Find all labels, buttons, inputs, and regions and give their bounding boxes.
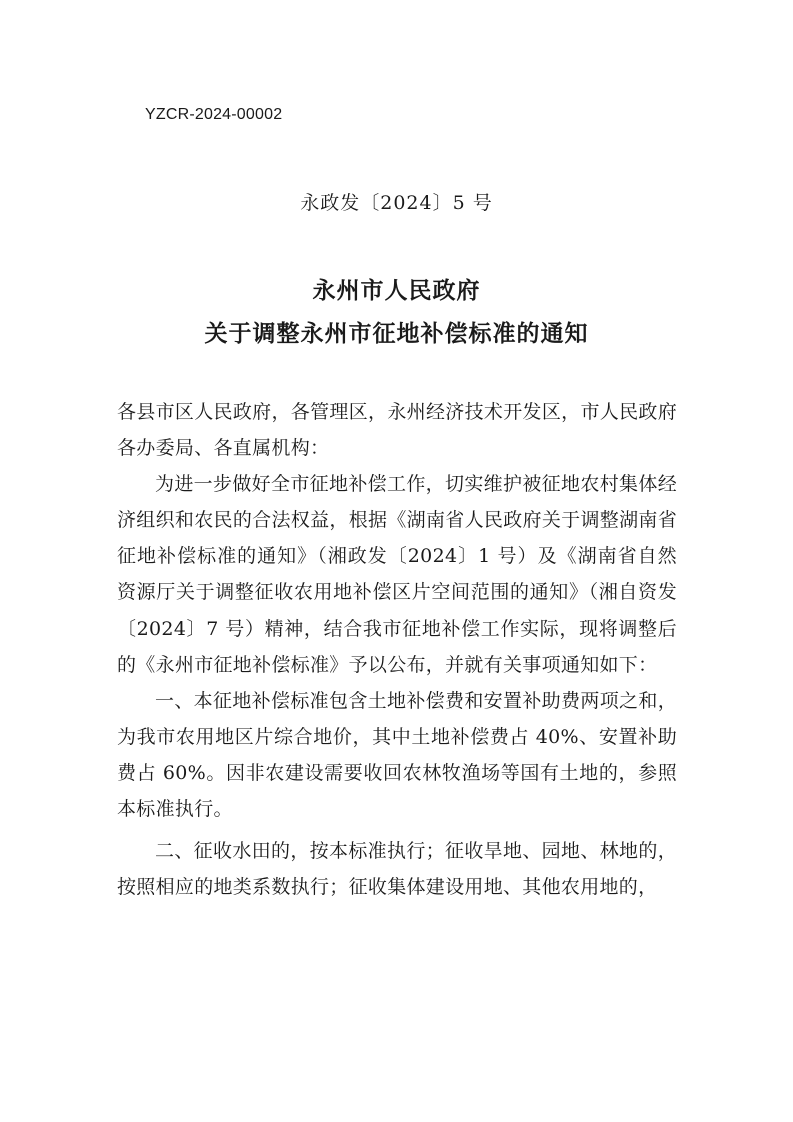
document-title-subject: 关于调整永州市征地补偿标准的通知 <box>204 321 589 347</box>
paragraph-intro: 为进一步做好全市征地补偿工作，切实维护被征地农村集体经济组织和农民的合法权益，根据《湖南省人民政府关于调整湖南省征地补偿标准的通知》（湘政发〔2024〕1 号）及《湖南省自然资源厅关于调整征收农用地补偿区片空间范围的通知》（湘自资发〔2024〕7 号）精神，结合我市征地补偿工作实际，现将调整后的《永州市征地补偿标准》予以公布，并就有关事项通知如下： <box>117 473 677 676</box>
document-code: YZCR-2024-00002 <box>145 106 283 123</box>
salutation: 各县市区人民政府，各管理区，永州经济技术开发区，市人民政府各办委局、各直属机构： <box>117 401 677 460</box>
document-body <box>117 394 677 905</box>
document-number: 永政发〔2024〕5 号 <box>300 192 493 214</box>
paragraph-item-2: 二、征收水田的，按本标准执行；征收旱地、园地、林地的，按照相应的地类系数执行；征收集体建设用地、其他农用地的， <box>117 840 677 899</box>
paragraph-item-1: 一、本征地补偿标准包含土地补偿费和安置补助费两项之和，为我市农用地区片综合地价，其中土地补偿费占 40%、安置补助费占 60%。因非农建设需要收回农林牧渔场等国有土地的，参照本标准执行。 <box>117 689 677 821</box>
document-title-issuer: 永州市人民政府 <box>312 278 481 304</box>
